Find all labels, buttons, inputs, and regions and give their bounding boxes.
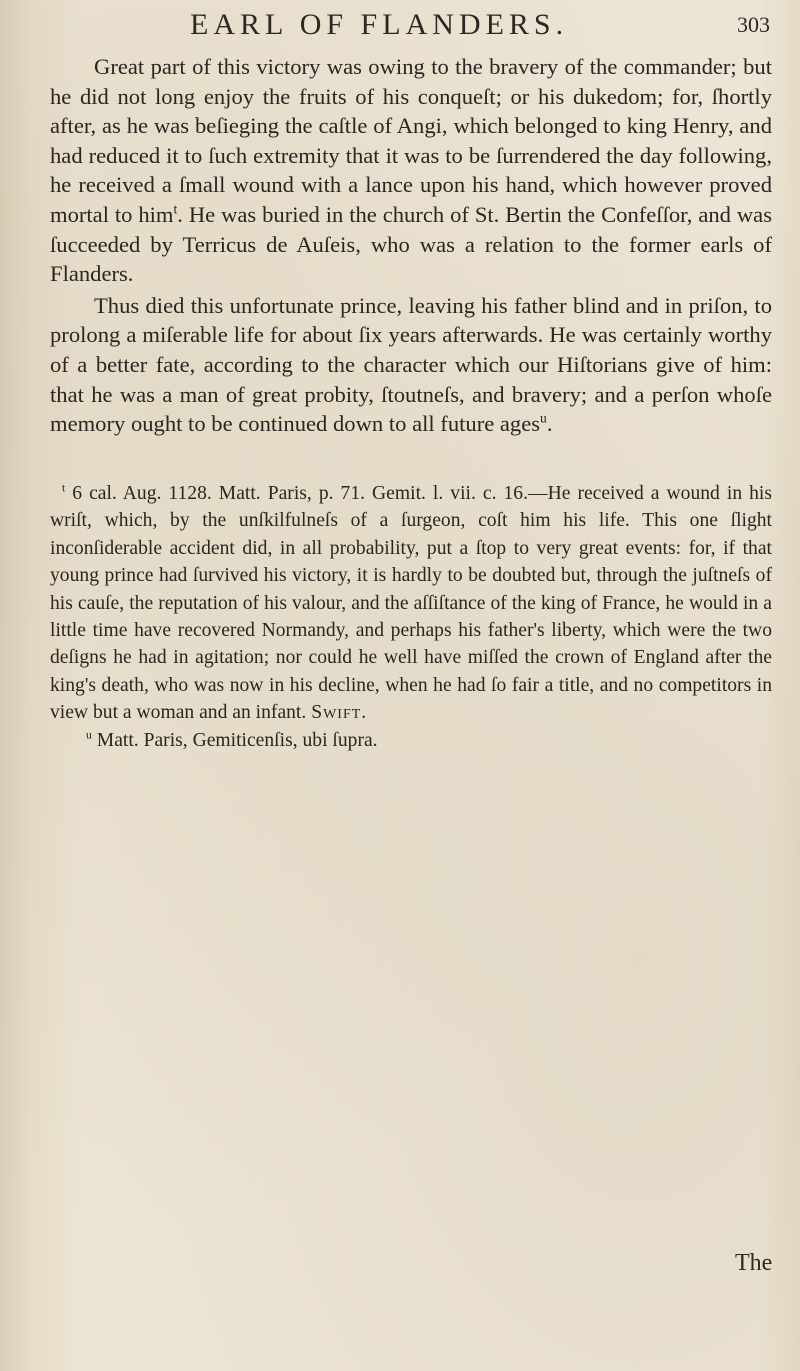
page-number: 303 (737, 12, 770, 37)
footnote-marker-t: t (62, 481, 66, 495)
footnote-ref-t: t (173, 201, 178, 217)
paragraph-2-text-after: . (546, 411, 553, 437)
main-text (50, 52, 772, 439)
paragraph-2 (50, 291, 772, 439)
footnote-marker-u: u (86, 728, 92, 742)
running-head: EARL OF FLANDERS. (190, 8, 569, 41)
footnotes (50, 480, 772, 754)
page-header (190, 8, 770, 48)
paragraph-1-text: Great part of this victory was owing to the bravery of the commander; but he did not long enjoy the fruits of his conqueſt; or his dukedom; for, ſhortly after, as he was beſieging the caſtle of Angi, which belonged to king Henry, and had reduced it to ſuch extremity that it was to be ſurrendered the day following, he received a ſmall wound with a lance upon his hand, which however proved mortal to him (50, 54, 772, 227)
paragraph-1-text-after: . He was buried in the church of St. Bertin the Confeſſor, and was ſucceeded by Terricus de Auſeis, who was a relation to the former earls of Flanders. (50, 201, 772, 287)
paragraph-2-text: Thus died this unfortunate prince, leaving his father blind and in priſon, to prolong a miſerable life for about ſix years afterwards. He was certainly worthy of a better fate, according to the character which our Hiſtorians give of him: that he was a man of great probity, ſtoutneſs, and bravery; and a perſon whoſe memory ought to be continued down to all future ages (50, 292, 772, 437)
paragraph-1 (50, 52, 772, 289)
footnote-u-text: Matt. Paris, Gemiticenſis, ubi ſupra. (96, 729, 378, 751)
footnote-t-text: 6 cal. Aug. 1128. Matt. Paris, p. 71. Gemit. l. vii. c. 16.—He received a wound in his wriſt, which, by the unſkilfulneſs of a ſurgeon, coſt him his life. This one ſlight inconſiderable accident did, in all probability, put a ſtop to very great events: for, if that young prince had ſurvived his victory, it is hardly to be doubted but, through the juſtneſs of his cauſe, the reputation of his valour, and the aſſiſtance of the king of France, he would in a little time have recovered Normandy, and perhaps his father's liberty, which were the two deſigns he had in agitation; nor could he well have miſſed the crown of England after the king's death, who was now in his decline, when he had ſo fair a title, and no competitors in view but a woman and an infant. (50, 483, 772, 724)
footnote-t (50, 480, 772, 727)
footnote-u (50, 727, 772, 754)
catchword: The (735, 1250, 773, 1276)
footnote-t-signature: Swift. (311, 702, 368, 724)
footnote-ref-u: u (540, 410, 547, 426)
